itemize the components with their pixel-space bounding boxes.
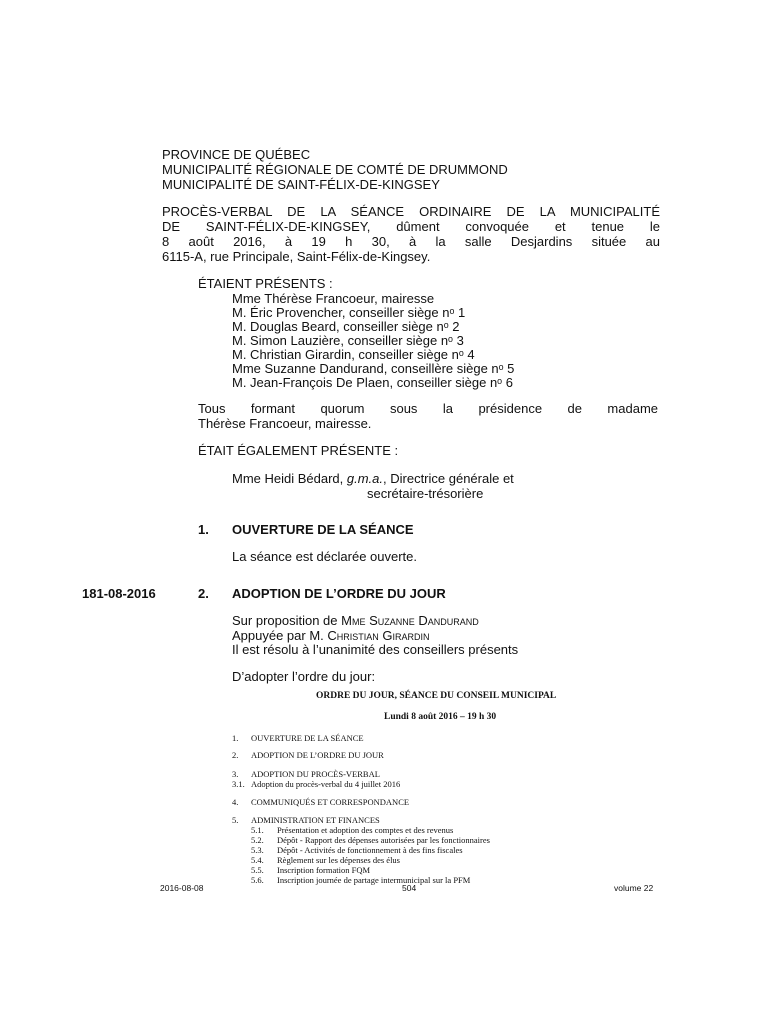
intro-line-1: PROCÈS-VERBAL DE LA SÉANCE ORDINAIRE DE LA MUNICIPALITÉ <box>162 204 660 219</box>
section-1-text: La séance est déclarée ouverte. <box>232 549 418 564</box>
agenda-item-label: Adoption du procès-verbal du 4 juillet 2016 <box>251 779 401 789</box>
seconded-prefix: Appuyée par M. <box>232 628 328 643</box>
seconded-by-name: Christian Girardin <box>327 628 430 643</box>
header-province: PROVINCE DE QUÉBEC <box>162 147 311 162</box>
quorum-line-1: Tous formant quorum sous la présidence de madame <box>198 401 658 416</box>
member-5: Mme Suzanne Dandurand, conseillère siège nᵒ 5 <box>232 361 515 376</box>
agenda-item-num: 3. <box>232 769 239 779</box>
agenda-subitem-label: Dépôt - Activités de fonctionnement à des fins fiscales <box>277 845 463 855</box>
also-name-prefix: Mme Heidi Bédard, <box>232 471 347 486</box>
section-1-title: OUVERTURE DE LA SÉANCE <box>232 522 414 537</box>
agenda-item-num: 2. <box>232 750 239 760</box>
also-name-suffix: , Directrice générale et <box>383 471 514 486</box>
proposed-by-line <box>232 613 479 628</box>
agenda-item-label: ADOPTION DE L’ORDRE DU JOUR <box>251 750 384 760</box>
adopt-agenda-line: D’adopter l’ordre du jour: <box>232 669 376 684</box>
resolved-line: Il est résolu à l’unanimité des conseillers présents <box>232 642 519 657</box>
agenda-item-num: 1. <box>232 733 239 743</box>
agenda-subitem-label: Règlement sur les dépenses des élus <box>277 855 400 865</box>
agenda-subitem-num: 5.4. <box>251 855 264 865</box>
agenda-item-label: COMMUNIQUÉS ET CORRESPONDANCE <box>251 797 410 807</box>
agenda-subitem-num: 5.6. <box>251 875 264 885</box>
also-present-heading: ÉTAIT ÉGALEMENT PRÉSENTE : <box>198 443 399 458</box>
section-2-number: 2. <box>198 586 209 601</box>
quorum-line-2: Thérèse Francoeur, mairesse. <box>198 416 372 431</box>
also-present-role: secrétaire-trésorière <box>367 486 484 501</box>
footer-date: 2016-08-08 <box>160 883 204 893</box>
agenda-title: ORDRE DU JOUR, SÉANCE DU CONSEIL MUNICIPAL <box>316 691 557 701</box>
proposed-prefix: Sur proposition de <box>232 613 342 628</box>
footer-volume: volume 22 <box>614 883 654 893</box>
intro-line-4: 6115-A, rue Principale, Saint-Félix-de-Kingsey. <box>162 249 431 264</box>
header-mrc: MUNICIPALITÉ RÉGIONALE DE COMTÉ DE DRUMMOND <box>162 162 508 177</box>
member-2: M. Douglas Beard, conseiller siège nᵒ 2 <box>232 319 460 334</box>
agenda-subitem-label: Inscription journée de partage intermunicipal sur la PFM <box>277 875 471 885</box>
agenda-subitem-label: Présentation et adoption des comptes et des revenus <box>277 825 454 835</box>
header-municipality: MUNICIPALITÉ DE SAINT-FÉLIX-DE-KINGSEY <box>162 177 440 192</box>
agenda-subitem-num: 5.2. <box>251 835 264 845</box>
footer-page-number: 504 <box>402 883 417 893</box>
agenda-subitem-label: Dépôt - Rapport des dépenses autorisées par les fonctionnaires <box>277 835 490 845</box>
also-present-name <box>232 471 514 486</box>
agenda-item-label: ADOPTION DU PROCÈS-VERBAL <box>251 769 380 779</box>
member-0: Mme Thérèse Francoeur, mairesse <box>232 291 435 306</box>
intro-line-2: DE SAINT-FÉLIX-DE-KINGSEY, dûment convoquée et tenue le <box>162 219 660 234</box>
section-1-number: 1. <box>198 522 209 537</box>
agenda-item-label: ADMINISTRATION ET FINANCES <box>251 815 380 825</box>
also-name-title: g.m.a. <box>346 471 384 486</box>
agenda-item-num: 4. <box>232 797 239 807</box>
agenda-date: Lundi 8 août 2016 – 19 h 30 <box>384 712 497 722</box>
agenda-subitem-num: 5.3. <box>251 845 264 855</box>
agenda-subitem-num: 5.1. <box>251 825 264 835</box>
resolution-number: 181-08-2016 <box>82 586 156 601</box>
agenda-subitem-num: 5.5. <box>251 865 264 875</box>
seconded-by-line <box>232 628 430 643</box>
member-3: M. Simon Lauzière, conseiller siège nᵒ 3 <box>232 333 464 348</box>
agenda-subitem-label: Inscription formation FQM <box>277 865 371 875</box>
agenda-item-num: 5. <box>232 815 239 825</box>
agenda-item-num: 3.1. <box>232 779 245 789</box>
member-6: M. Jean-François De Plaen, conseiller siège nᵒ 6 <box>232 375 513 390</box>
present-heading: ÉTAIENT PRÉSENTS : <box>198 276 333 291</box>
agenda-item-label: OUVERTURE DE LA SÉANCE <box>251 733 364 743</box>
proposed-by-name: Mme Suzanne Dandurand <box>341 613 479 628</box>
member-1: M. Éric Provencher, conseiller siège nᵒ 1 <box>232 305 466 320</box>
intro-line-3: 8 août 2016, à 19 h 30, à la salle Desjardins située au <box>162 234 660 249</box>
section-2-title: ADOPTION DE L’ORDRE DU JOUR <box>232 586 446 601</box>
member-4: M. Christian Girardin, conseiller siège nᵒ 4 <box>232 347 475 362</box>
